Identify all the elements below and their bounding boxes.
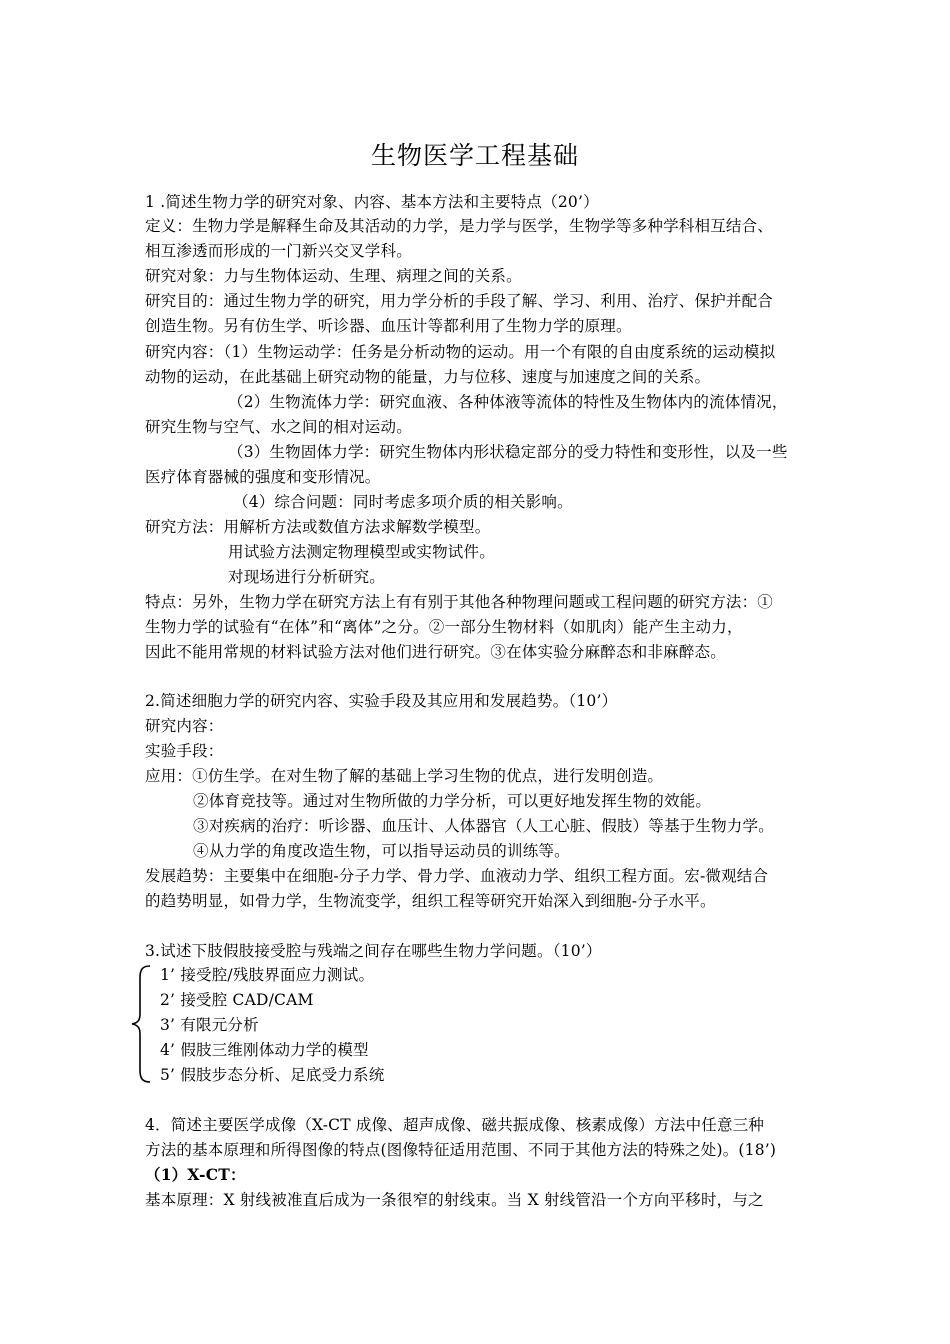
q3-list-item: 2’ 接受腔 CAD/CAM xyxy=(160,991,314,1009)
q4-subheading: （1）X-CT： xyxy=(145,1165,246,1184)
q3-list-item: 4’ 假肢三维刚体动力学的模型 xyxy=(160,1041,369,1059)
q1-line: 研究内容：（1）生物运动学：任务是分析动物的运动。用一个有限的自由度系统的运动模拟 xyxy=(145,343,776,361)
q4-line: 基本原理：X 射线被准直后成为一条很窄的射线束。当 X 射线管沿一个方向平移时，与之 xyxy=(145,1191,764,1209)
q2-heading: 2.简述细胞力学的研究内容、实验手段及其应用和发展趋势。（10’） xyxy=(145,692,618,710)
q1-line: 生物力学的试验有“在体”和“离体”之分。②一部分生物材料（如肌肉）能产生主动力， xyxy=(145,618,743,636)
q2-line: ③对疾病的治疗：听诊器、血压计、人体器官（人工心脏、假肢）等基于生物力学。 xyxy=(193,817,774,835)
q1-heading: 1 .简述生物力学的研究对象、内容、基本方法和主要特点（20’） xyxy=(145,193,599,211)
q1-line: 相互渗透而形成的一门新兴交叉学科。 xyxy=(145,242,412,260)
q1-line: 因此不能用常规的材料试验方法对他们进行研究。③在体实验分麻醉态和非麻醉态。 xyxy=(145,643,726,661)
q1-line: 特点：另外，生物力学在研究方法上有有别于其他各种物理问题或工程问题的研究方法：① xyxy=(145,593,774,611)
q1-line: （2）生物流体力学：研究血液、各种体液等流体的特性及生物体内的流体情况， xyxy=(228,393,788,411)
q2-line: 发展趋势：主要集中在细胞-分子力学、骨力学、血液动力学、组织工程方面。宏-微观结合 xyxy=(145,867,769,885)
q1-line: 对现场进行分析研究。 xyxy=(228,568,386,586)
q2-line: ④从力学的角度改造生物，可以指导运动员的训练等。 xyxy=(193,842,570,860)
q1-line: 定义：生物力学是解释生命及其活动的力学，是力学与医学，生物学等多种学科相互结合、 xyxy=(145,217,774,235)
curly-brace-icon xyxy=(128,964,156,1084)
q2-line: 实验手段： xyxy=(145,742,224,760)
q3-heading: 3.试述下肢假肢接受腔与残端之间存在哪些生物力学问题。（10’） xyxy=(145,942,602,960)
q3-list-item: 3’ 有限元分析 xyxy=(160,1016,259,1034)
page-title: 生物医学工程基础 xyxy=(370,141,579,170)
q1-line: 研究生物与空气、水之间的相对运动。 xyxy=(145,418,412,436)
q2-line: ②体育竞技等。通过对生物所做的力学分析，可以更好地发挥生物的效能。 xyxy=(193,792,712,810)
q1-line: 动物的运动，在此基础上研究动物的能量，力与位移、速度与加速度之间的关系。 xyxy=(145,368,711,386)
q1-line: 用试验方法测定物理模型或实物试件。 xyxy=(228,543,495,561)
q1-line: 研究对象：力与生物体运动、生理、病理之间的关系。 xyxy=(145,267,522,285)
q2-line: 应用：①仿生学。在对生物了解的基础上学习生物的优点，进行发明创造。 xyxy=(145,767,664,785)
q1-line: （4）综合问题：同时考虑多项介质的相关影响。 xyxy=(233,493,573,511)
q4-heading: 方法的基本原理和所得图像的特点(图像特征适用范围、不同于其他方法的特殊之处)。(18’) xyxy=(145,1141,777,1159)
q2-line: 的趋势明显，如骨力学，生物流变学，组织工程等研究开始深入到细胞-分子水平。 xyxy=(145,892,716,910)
q1-line: 研究方法：用解析方法或数值方法求解数学模型。 xyxy=(145,518,491,536)
q1-line: （3）生物固体力学：研究生物体内形状稳定部分的受力特性和变形性，以及一些 xyxy=(228,443,788,461)
q4-heading: 4．简述主要医学成像（X-CT 成像、超声成像、磁共振成像、核素成像）方法中任意三种 xyxy=(145,1116,765,1134)
q3-list-item: 5’ 假肢步态分析、足底受力系统 xyxy=(160,1066,385,1084)
q1-line: 研究目的：通过生物力学的研究，用力学分析的手段了解、学习、利用、治疗、保护并配合 xyxy=(145,292,774,310)
q2-line: 研究内容： xyxy=(145,717,224,735)
q1-line: 医疗体育器械的强度和变形情况。 xyxy=(145,468,381,486)
q1-line: 创造生物。另有仿生学、听诊器、血压计等都利用了生物力学的原理。 xyxy=(145,317,632,335)
q3-list-item: 1’ 接受腔/残肢界面应力测试。 xyxy=(160,966,375,984)
